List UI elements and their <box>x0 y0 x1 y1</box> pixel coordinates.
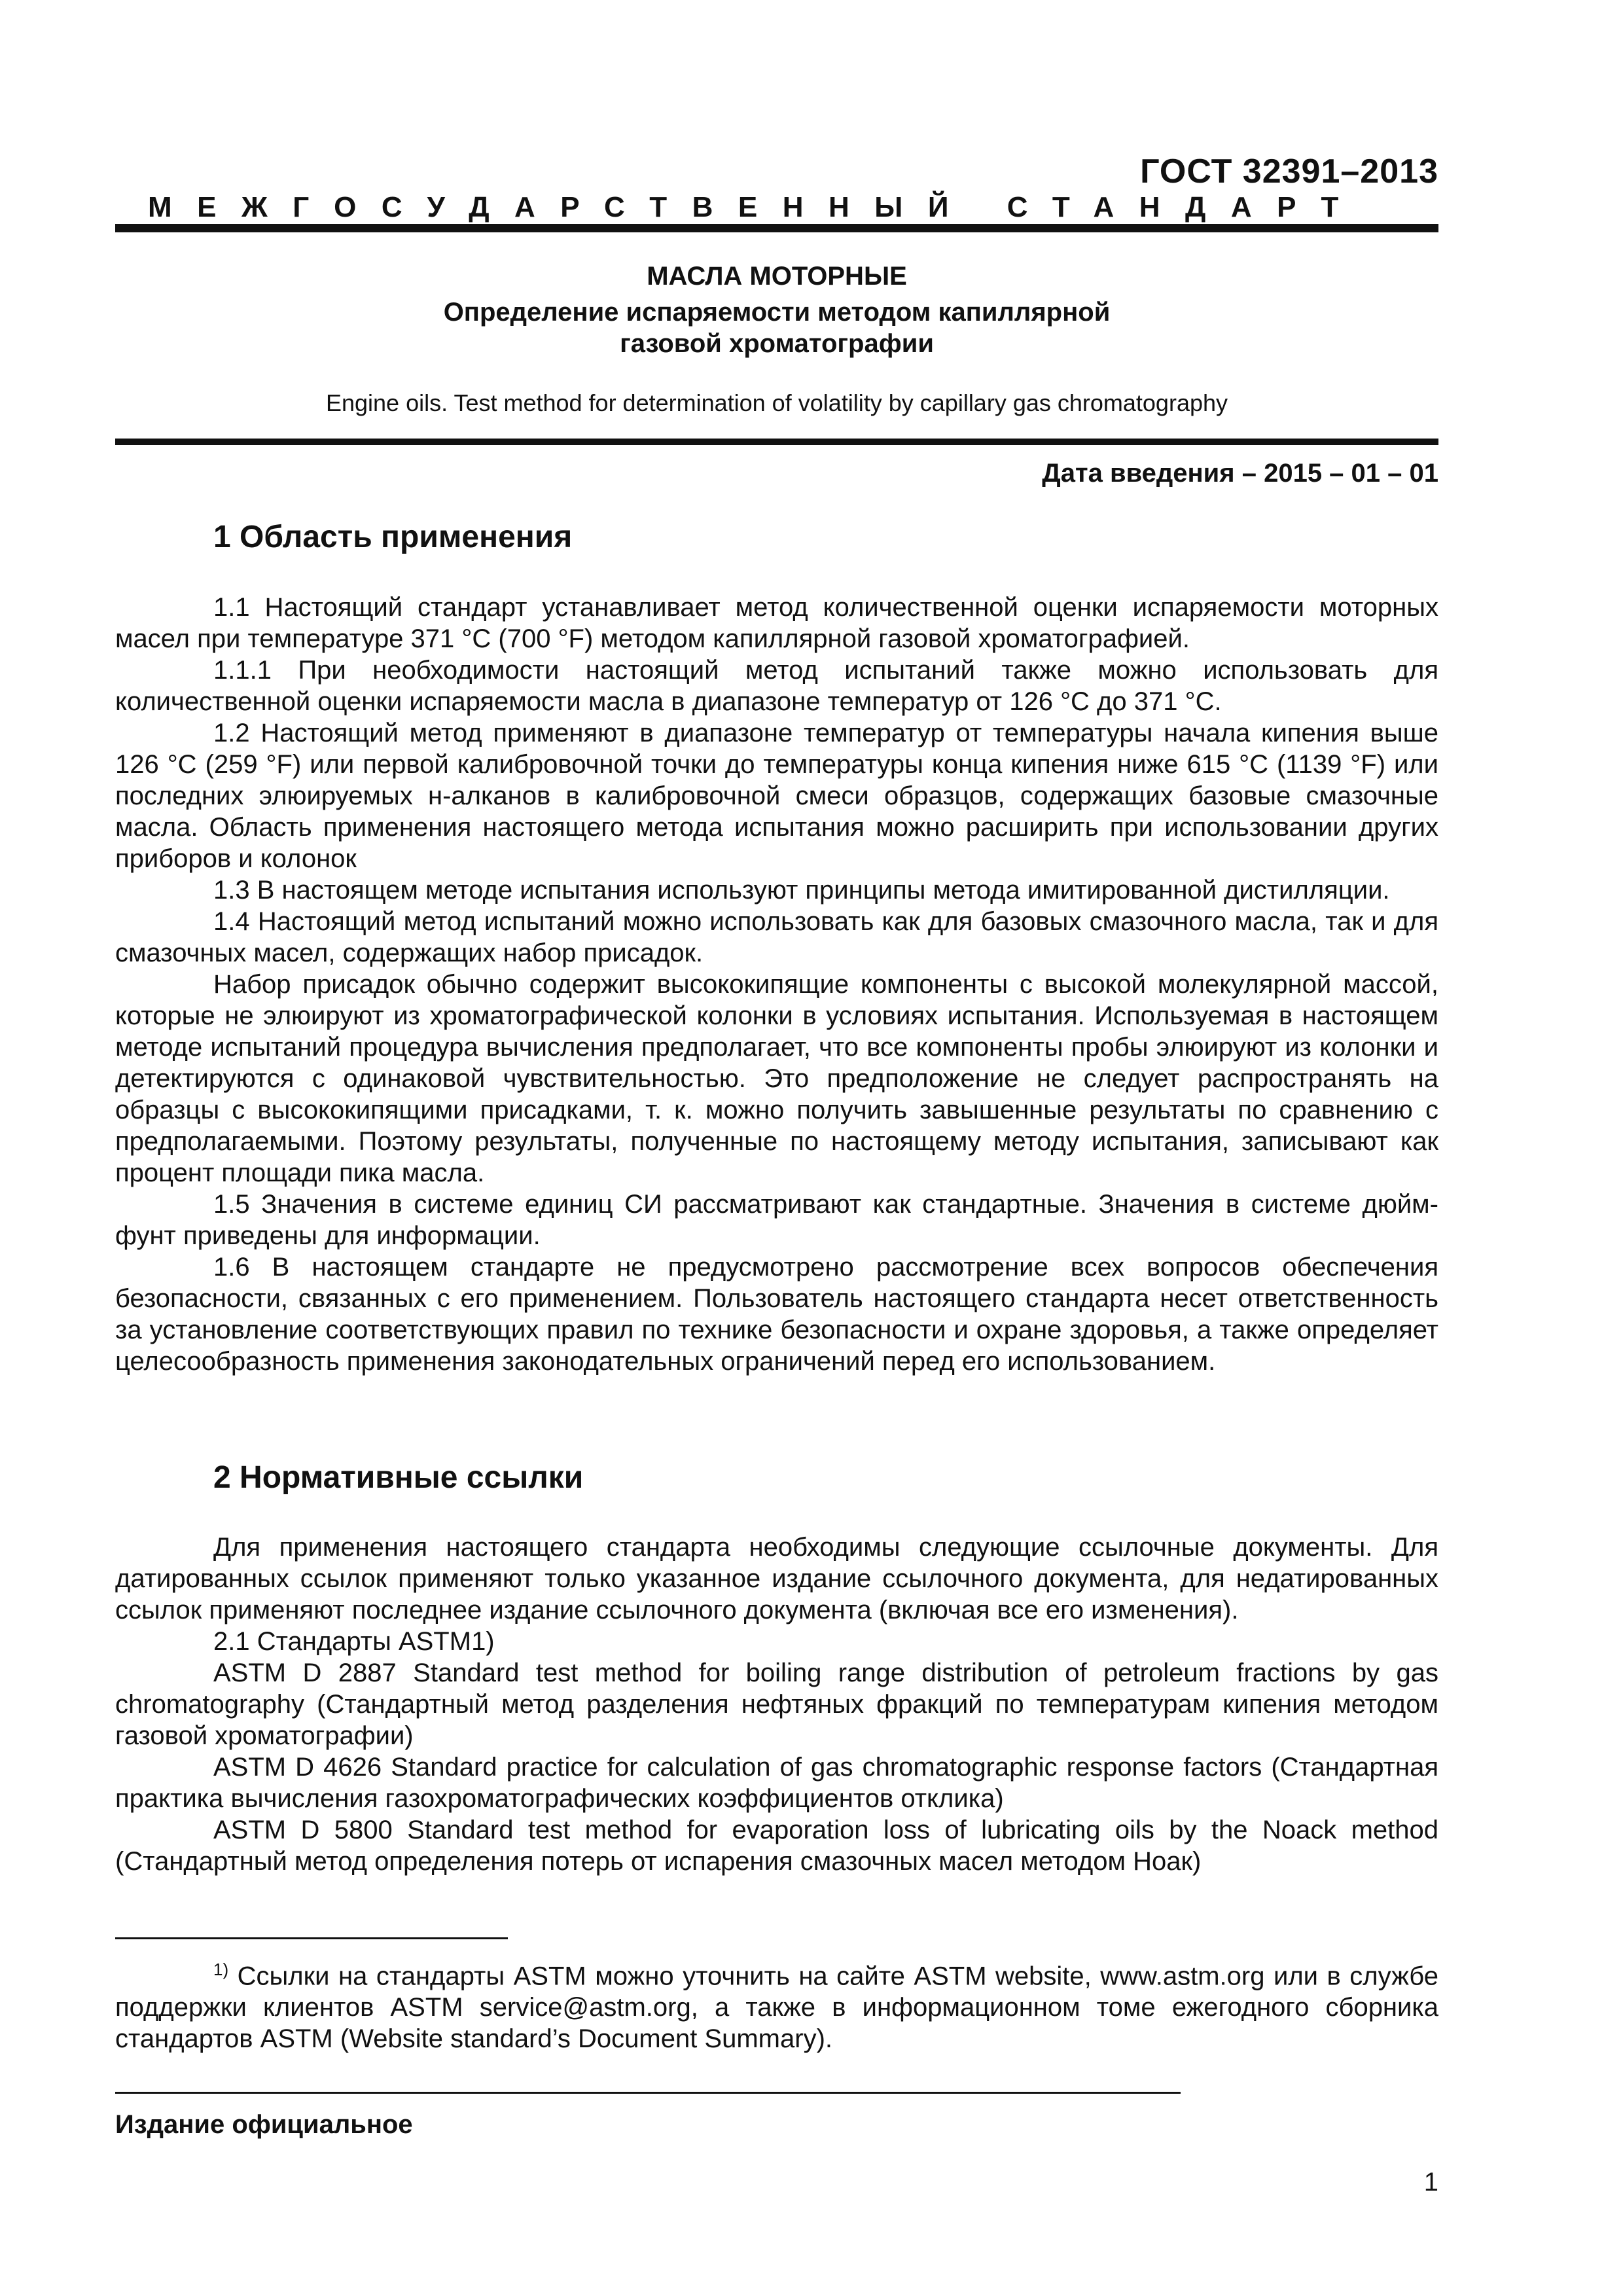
header-rule <box>115 224 1438 232</box>
edition-separator <box>115 2092 1181 2094</box>
document-subtitle-line1: Определение испаряемости методом капиллярной <box>443 298 1111 327</box>
paragraph-additives: Набор присадок обычно содержит высококипящие компоненты с высокой молекулярной массой, которые не элюируют из хроматографической колонки в условиях испытания. Используемая в настоящем методе испытаний процедура вычисления предполагает, что все компоненты пробы элюируют из колонки и детектируются с одинаковой чувствительностью. Это предположение не следует распространять на образцы с высококипящими присадками, т. к. можно получить завышенные результаты по сравнению с предполагаемыми. Поэтому результаты, полученные по настоящему методу испытания, записывают как процент площади пика масла. <box>115 970 1438 1187</box>
title-rule <box>115 439 1438 445</box>
paragraph-1-1: 1.1 Настоящий стандарт устанавливает метод количественной оценки испаряемости моторных масел при температуре 371 °С (700 °F) методом капиллярной газовой хроматографией. <box>115 593 1438 653</box>
reference-astm-d2887: ASTM D 2887 Standard test method for boiling range distribution of petroleum fractions by gas chromatography (Стандартный метод разделения нефтяных фракций по температурам кипения методом газовой хроматографии) <box>115 1659 1438 1750</box>
section-2-heading: 2 Нормативные ссылки <box>213 1460 584 1495</box>
footnote-separator <box>115 1937 508 1939</box>
edition-label: Издание официальное <box>115 2110 413 2139</box>
english-title: Engine oils. Test method for determination of volatility by capillary gas chromatography <box>325 389 1228 416</box>
interstate-standard-label: МЕЖГОСУДАРСТВЕННЫЙ СТАНДАРТ <box>148 191 1364 223</box>
introduction-date: Дата введения – 2015 – 01 – 01 <box>1042 459 1438 488</box>
document-title: МАСЛА МОТОРНЫЕ <box>647 262 907 291</box>
footnote-text: Ссылки на стандарты ASTM можно уточнить на сайте ASTM website, www.astm.org или в службе поддержки клиентов ASTM service@astm.org, а также в информационном томе ежегодного сборника стандартов ASTM (Website standard’s Document Summary). <box>115 1962 1438 2054</box>
page-number: 1 <box>1423 2168 1438 2197</box>
paragraph-2-intro: Для применения настоящего стандарта необходимы следующие ссылочные документы. Для датированных ссылок применяют только указанное издание ссылочного документа, для недатированных ссылок применяют последнее издание ссылочного документа (включая все его изменения). <box>115 1533 1438 1624</box>
section-2-body <box>115 1532 1438 1877</box>
paragraph-2-1: 2.1 Стандарты ASTM1) <box>213 1627 495 1656</box>
paragraph-1-4: 1.4 Настоящий метод испытаний можно использовать как для базовых смазочного масла, так и для смазочных масел, содержащих набор присадок. <box>115 907 1438 967</box>
footnote-marker: 1) <box>213 1960 229 1979</box>
reference-astm-d5800: ASTM D 5800 Standard test method for evaporation loss of lubricating oils by the Noack method (Стандартный метод определения потерь от испарения смазочных масел методом Ноак) <box>115 1816 1438 1876</box>
section-1-heading: 1 Область применения <box>213 520 573 554</box>
standard-number: ГОСТ 32391–2013 <box>1140 152 1438 190</box>
paragraph-1-1-1: 1.1.1 При необходимости настоящий метод испытаний также можно использовать для количественной оценки испаряемости масла в диапазоне температур от 126 °С до 371 °С. <box>115 656 1438 716</box>
paragraph-1-6: 1.6 В настоящем стандарте не предусмотрено рассмотрение всех вопросов обеспечения безопасности, связанных с его применением. Пользователь настоящего стандарта несет ответственность за установление соответствующих правил по технике безопасности и охране здоровья, а также определяет целесообразность применения законодательных ограничений перед его использованием. <box>115 1253 1438 1376</box>
paragraph-1-3: 1.3 В настоящем методе испытания используют принципы метода имитированной дистилляции. <box>213 876 1390 905</box>
footnote <box>115 1954 1438 2054</box>
paragraph-1-5: 1.5 Значения в системе единиц СИ рассматривают как стандартные. Значения в системе дюйм-фунт приведены для информации. <box>115 1190 1438 1250</box>
section-1-body <box>115 592 1438 1377</box>
paragraph-1-2: 1.2 Настоящий метод применяют в диапазоне температур от температуры начала кипения выше 126 °С (259 °F) или первой калибровочной точки до температуры конца кипения ниже 615 °С (1139 °F) или последних элюируемых н-алканов в калибровочной смеси образцов, содержащих базовые смазочные масла. Область применения настоящего метода испытания можно расширить при использовании других приборов и колонок <box>115 719 1438 873</box>
document-subtitle-line2: газовой хроматографии <box>620 329 934 358</box>
reference-astm-d4626: ASTM D 4626 Standard practice for calculation of gas chromatographic response factors (Стандартная практика вычисления газохроматографических коэффициентов отклика) <box>115 1753 1438 1813</box>
